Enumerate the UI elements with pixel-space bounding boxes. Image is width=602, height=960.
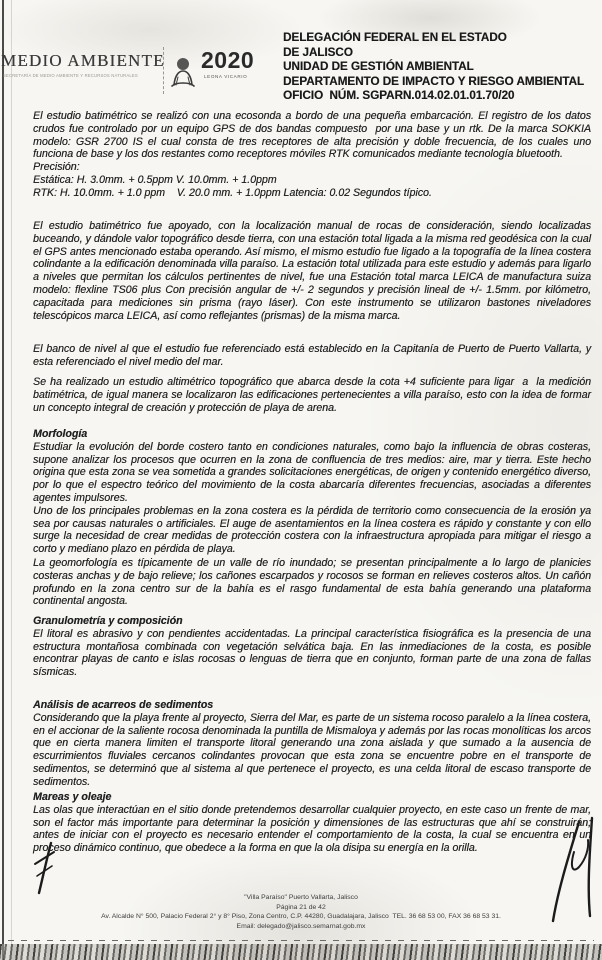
precision-label: Precisión: [33, 161, 80, 174]
paragraph: Considerando que la playa frente al proyecto, Sierra del Mar, es parte de un sistema rocoso paralelo a la línea costera, en el accionar de la saliente rocosa denominada la puntilla de Mismaloya y además por las rocas monolíticas los arcos que en cierta manera limiten el transporte litoral generando una zona aislada y que sumado a la ausencia de escurrimientos fluviales cercanos colindantes provocan que esta zona se encuentre pobre en el transporte de sedimentos, se determinó que al sistema al que pertenece el proyecto, es una celda litoral de escaso transporte de sedimentos. [33, 711, 591, 788]
paragraph: La geomorfología es típicamente de un valle de río inundado; se presentan principalmente a lo largo de planicies costeras anchas y de bajo relieve; los cañones escarpados y rocosos se forman en relieves costeros altos. Un cañón profundo en la zona centro sur de la bahía es el rasgo fundamental de esta bahía generando una plataforma continental angosta. [33, 557, 591, 608]
section-heading: Granulometría y composición [33, 615, 183, 627]
office-line: DE JALISCO [283, 44, 353, 59]
section-heading: Análisis de acarreos de sedimentos [33, 699, 214, 711]
precision-static: Estática: H. 3.0mm. + 0.5ppm V. 10.0mm. + 1.0ppm [33, 173, 277, 186]
year-2020-label: LEONA VICARIO [204, 74, 248, 79]
section-heading: Mareas y oleaje [33, 791, 112, 803]
dashed-separator [8, 940, 594, 941]
leona-vicario-portrait-icon [170, 55, 196, 94]
office-line: UNIDAD DE GESTIÓN AMBIENTAL [283, 59, 474, 74]
paragraph-geomorfologia [33, 557, 591, 608]
office-line: DEPARTAMENTO DE IMPACTO Y RIESGO AMBIENTAL [283, 73, 585, 88]
paragraph: El litoral es abrasivo y con pendientes accidentadas. La principal característica fisiográfica es la presencia de una estructura montañosa combinada con vegetación selvática baja. En las inmediaciones de la costa, es posible encontrar playas de canto e islas rocosas o lenguas de tierra que en conjunto, forman parte de una zona de fallas sísmicas. [33, 627, 591, 679]
scan-artifact-strip [0, 944, 602, 960]
scan-edge-line-light [11, 0, 12, 960]
paragraph: Se ha realizado un estudio altimétrico topográfico que abarca desde la cota +4 suficiente para ligar a la medición batimétrica, de igual manera se localizaron las edificaciones pertenecientes a villa paraíso, esto con la idea de formar un concepto integral de creación y protección de playa de arena. [33, 376, 591, 414]
footer-page-number: Página 21 de 42 [276, 903, 326, 911]
page-footer [20, 893, 582, 931]
footer-project-line: "Villa Paraíso" Puerto Vallarta, Jalisco [244, 894, 358, 901]
scan-edge-line [2, 0, 4, 960]
paragraph-bathymetry [33, 110, 591, 200]
section-granulometria [33, 615, 591, 679]
oficio-number: OFICIO NÚM. SGPARN.014.02.01.01.70/20 [283, 88, 515, 103]
precision-rtk: RTK: H. 10.0mm. + 1.0 ppm V. 20.0 mm. + 1.0ppm Latencia: 0.02 Segundos típico. [33, 186, 432, 199]
paragraph-support-survey [33, 220, 591, 322]
year-2020-logo: 2020 [201, 47, 255, 73]
paragraph: Estudiar la evolución del borde costero tanto en condiciones naturales, como bajo la influencia de obras costeras, supone analizar los procesos que ocurren en la zona de confluencia de tres medios: aire, mar y tierra. Este hecho origina que esta zona se vea sometida a grandes solicitaciones energéticas, de origen y contenido energético diverso, por lo que el espectro teórico del movimiento de la costa abarcaría diferentes frecuencias, asociadas a diferentes agentes impulsores. [33, 440, 591, 504]
section-mareas [33, 791, 591, 855]
paragraph-altimetric [33, 376, 591, 414]
paragraph: El estudio batimétrico se realizó con una ecosonda a bordo de una pequeña embarcación. El registro de los datos crudos fue controlado por un equipo GPS de dos bandas compuesto por una base y un rtk. De la marca SOKKIA modelo: GSR 2700 IS el cual consta de tres receptores de alta precisión y doble frecuencia, de los cuales uno funciona de base y los dos restantes como receptores móviles RTK comunicados mediante tecnología bluetooth. [33, 110, 591, 161]
section-morfologia [33, 428, 591, 556]
footer-email: Email: delegado@jalisco.semarnat.gob.mx [236, 922, 366, 930]
header-divider [163, 47, 164, 94]
office-line: DELEGACIÓN FEDERAL EN EL ESTADO [283, 30, 507, 44]
semarnat-subtitle: SECRETARÍA DE MEDIO AMBIENTE Y RECURSOS NATURALES [3, 73, 138, 78]
paragraph-benchmark [33, 343, 591, 369]
semarnat-wordmark: MEDIO AMBIENTE [1, 51, 165, 70]
paragraph: El banco de nivel al que el estudio fue referenciado está establecido en la Capitanía de Puerto de Puerto Vallarta, y esta referenciado el nivel medio del mar. [33, 343, 591, 368]
footer-address: Av. Alcalde N° 500, Palacio Federal 2° y 8° Piso, Zona Centro, C.P. 44280, Guadalajara, Jalisco TEL. 36 68 53 00, FAX 36 68 53 31. [101, 913, 501, 921]
paragraph: Uno de los principales problemas en la zona costera es la pérdida de territorio como consecuencia de la erosión ya sea por causas naturales o artificiales. El auge de asentamientos en la línea costera es rápido y constante y con ello surge la necesidad de crear medidas de protección costera con la infraestructura apropiada para mitigar el riesgo a corto y mediano plazo en pérdida de playa. [33, 504, 591, 556]
paragraph: Las olas que interactúan en el sitio donde pretendemos desarrollar cualquier proyecto, en este caso un frente de mar, son el factor más importante para determinar la posición y dimensiones de las estructuras que ahí se construirán; antes de iniciar con el proyecto es necesario entender el comportamiento de la costa, la cual se encuentra en un proceso dinámico continuo, que obedece a la forma en que la ola disipa su energía en la orilla. [33, 803, 591, 855]
office-header-block [283, 30, 599, 103]
section-heading: Morfología [33, 428, 88, 440]
section-acarreos [33, 699, 591, 789]
paragraph: El estudio batimétrico fue apoyado, con la localización manual de rocas de consideración, siendo localizadas buceando, y dándole valor topográfico desde tierra, con una estación total ligada a la misma red geodésica con la cual el GPS antes mencionado estaba operando. Así mismo, el mismo estudio fue ligado a la topografía de la línea costera colindante a la edificación denominada villa paraíso. La estación total utilizada para este estudio y además para ligarlo a niveles que permitan los cálculos pertinentes de nivel, fue una Estación total marca LEICA de manufactura suiza modelo: flexline TS06 plus Con precisión angular de +/- 2 segundos y precisión lineal de +/- 1.5mm. por kilómetro, capacitada para mediciones sin prisma (rayo láser). Con este instrumento se utilizaron bastones niveladores telescópicos marca LEICA, así como reflejantes (prismas) de la misma marca. [33, 220, 591, 322]
